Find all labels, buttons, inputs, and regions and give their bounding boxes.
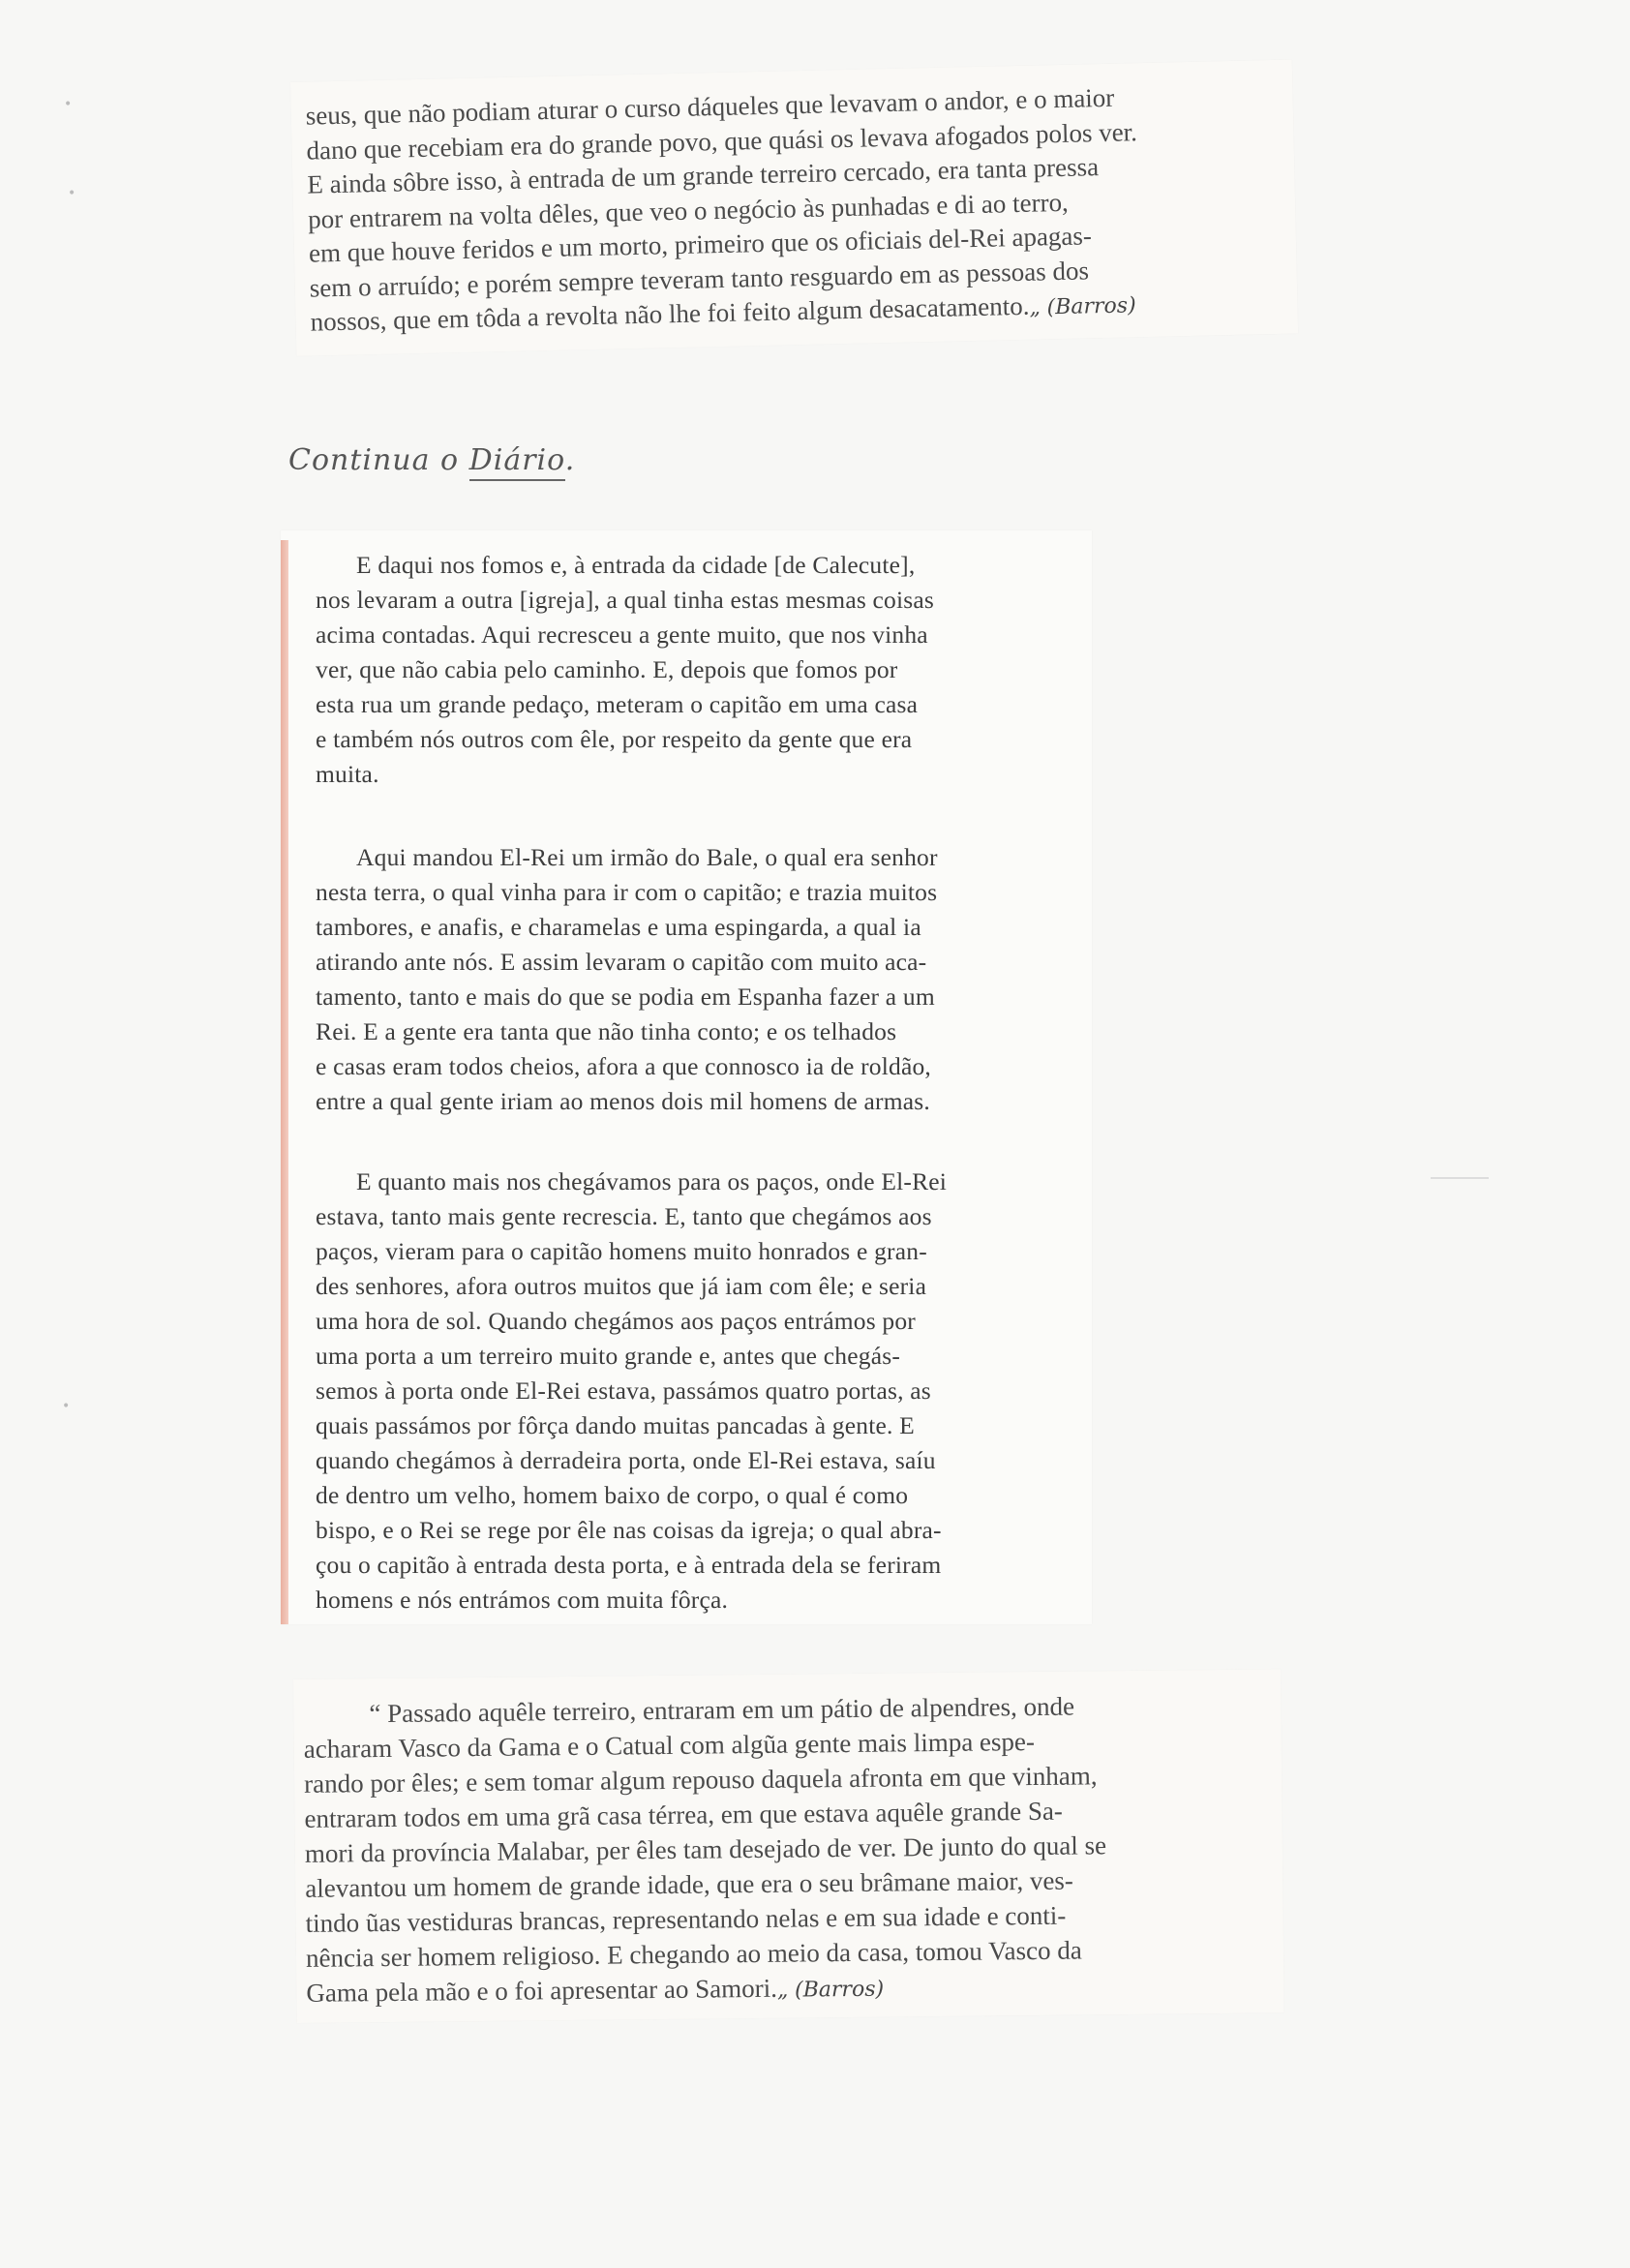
clipping-barros-bottom-text — [303, 1688, 1108, 2013]
text-line: rando por êles; e sem tomar algum repouso daquela afronta em que vinham, — [303, 1761, 1098, 1799]
text-line: acharam Vasco da Gama e o Catual com algũa gente mais limpa espe- — [303, 1726, 1036, 1764]
text-line: tamento, tanto e mais do que se podia em Espanha fazer a um — [316, 983, 935, 1011]
paper-speck: • — [64, 97, 73, 112]
heading-continua: Continua o — [288, 443, 460, 477]
text-line: atirando ante nós. E assim levaram o capitão com muito aca- — [316, 948, 927, 976]
text-line: semos à porta onde El-Rei estava, passámos quatro portas, as — [316, 1376, 931, 1405]
text-line: alevantou um homem de grande idade, que era o seu brâmane maior, ves- — [305, 1865, 1073, 1903]
text-line: entraram todos em uma grã casa térrea, em que estava aquêle grande Sa- — [304, 1796, 1063, 1833]
text-line: homens e nós entrámos com muita fôrça. — [316, 1586, 729, 1614]
closing-quote-mark: „ — [776, 1978, 789, 2003]
text-line: “ Passado aquêle terreiro, entraram em um pátio de alpendres, onde — [369, 1691, 1075, 1729]
text-line: estava, tanto mais gente recrescia. E, tanto que chegámos aos — [316, 1202, 932, 1230]
diario-paragraph-1 — [316, 548, 934, 792]
heading-diario: Diário — [469, 443, 565, 481]
text-line: muita. — [316, 760, 379, 788]
text-line: çou o capitão à entrada desta porta, e à entrada dela se feriram — [316, 1551, 942, 1579]
source-note-barros: (Barros) — [1046, 293, 1136, 320]
text-line: bispo, e o Rei se rege por êle nas coisas da igreja; o qual abra- — [316, 1516, 942, 1544]
text-line: Rei. E a gente era tanta que não tinha conto; e os telhados — [316, 1017, 897, 1045]
handwritten-heading: Continua o Diário. — [288, 443, 575, 477]
text-line: E quanto mais nos chegávamos para os paços, onde El-Rei — [356, 1167, 948, 1195]
text-line: paços, vieram para o capitão homens muito honrados e gran- — [316, 1237, 927, 1265]
text-line: tambores, e anafis, e charamelas e uma espingarda, a qual ia — [316, 913, 921, 941]
paper-mark — [1431, 1177, 1489, 1179]
margin-highlight-bar — [281, 540, 288, 1624]
text-line: seus, que não podiam aturar o curso dáqueles que levavam o andor, e o maior — [305, 82, 1115, 131]
text-line: em que houve feridos e um morto, primeiro que os oficiais del-Rei apagas- — [308, 221, 1093, 268]
text-line: nência ser homem religioso. E chegando ao meio da casa, tomou Vasco da — [305, 1935, 1082, 1973]
text-line: des senhores, afora outros muitos que já iam com êle; e seria — [316, 1272, 927, 1300]
diario-paragraph-3 — [316, 1164, 947, 1618]
text-line: mori da província Malabar, per êles tam desejado de ver. De junto do qual se — [304, 1830, 1107, 1868]
text-line: quais passámos por fôrça dando muitas pancadas à gente. E — [316, 1411, 915, 1439]
text-line: uma porta a um terreiro muito grande e, antes que chegás- — [316, 1342, 901, 1370]
text-line: entre a qual gente iriam ao menos dois mil homens de armas. — [316, 1087, 930, 1115]
text-line: quando chegámos à derradeira porta, onde El-Rei estava, saíu — [316, 1446, 936, 1474]
clipping-diario — [281, 530, 1092, 1624]
text-line: sem o arruído; e porém sempre teveram tanto resguardo em as pessoas dos — [309, 255, 1090, 303]
source-note-barros: (Barros) — [794, 1977, 885, 2003]
clipping-barros-bottom — [293, 1669, 1284, 2023]
clipping-barros-top-text — [305, 80, 1141, 342]
text-line: de dentro um velho, homem baixo de corpo, o qual é como — [316, 1481, 909, 1509]
text-line: Aqui mandou El-Rei um irmão do Bale, o qual era senhor — [356, 843, 938, 871]
text-line: acima contadas. Aqui recresceu a gente muito, que nos vinha — [316, 620, 928, 649]
text-line: tindo ũas vestiduras brancas, representando nelas e em sua idade e conti- — [305, 1900, 1067, 1938]
closing-quote-mark: „ — [1029, 295, 1041, 320]
text-line: E ainda sôbre isso, à entrada de um grande terreiro cercado, era tanta pressa — [307, 152, 1100, 199]
text-line-last: nossos, que em tôda a revolta não lhe foi feito algum desacatamento.„ (Barros) — [310, 290, 1136, 337]
text-line: nos levaram a outra [igreja], a qual tinha estas mesmas coisas — [316, 586, 935, 614]
text-line: esta rua um grande pedaço, meteram o capitão em uma casa — [316, 690, 919, 718]
text-line: E daqui nos fomos e, à entrada da cidade [de Calecute], — [356, 551, 916, 579]
paper-speck: • — [68, 186, 76, 201]
text-line: por entrarem na volta dêles, que veo o negócio às punhadas e di ao terro, — [307, 187, 1070, 234]
paper-speck: • — [62, 1399, 71, 1414]
text-line: e casas eram todos cheios, afora a que connosco ia de roldão, — [316, 1052, 931, 1080]
diario-paragraph-2 — [316, 840, 938, 1119]
text-line: uma hora de sol. Quando chegámos aos paços entrámos por — [316, 1307, 916, 1335]
text-line-last: Gama pela mão e o foi apresentar ao Samori.„ (Barros) — [306, 1973, 885, 2008]
text-line: nesta terra, o qual vinha para ir com o capitão; e trazia muitos — [316, 878, 938, 906]
text-line: dano que recebiam era do grande povo, que quási os levava afogados polos ver. — [306, 116, 1138, 166]
clipping-barros-top — [290, 60, 1298, 356]
text-line: ver, que não cabia pelo caminho. E, depois que fomos por — [316, 655, 898, 683]
text-line: e também nós outros com êle, por respeito da gente que era — [316, 725, 913, 753]
